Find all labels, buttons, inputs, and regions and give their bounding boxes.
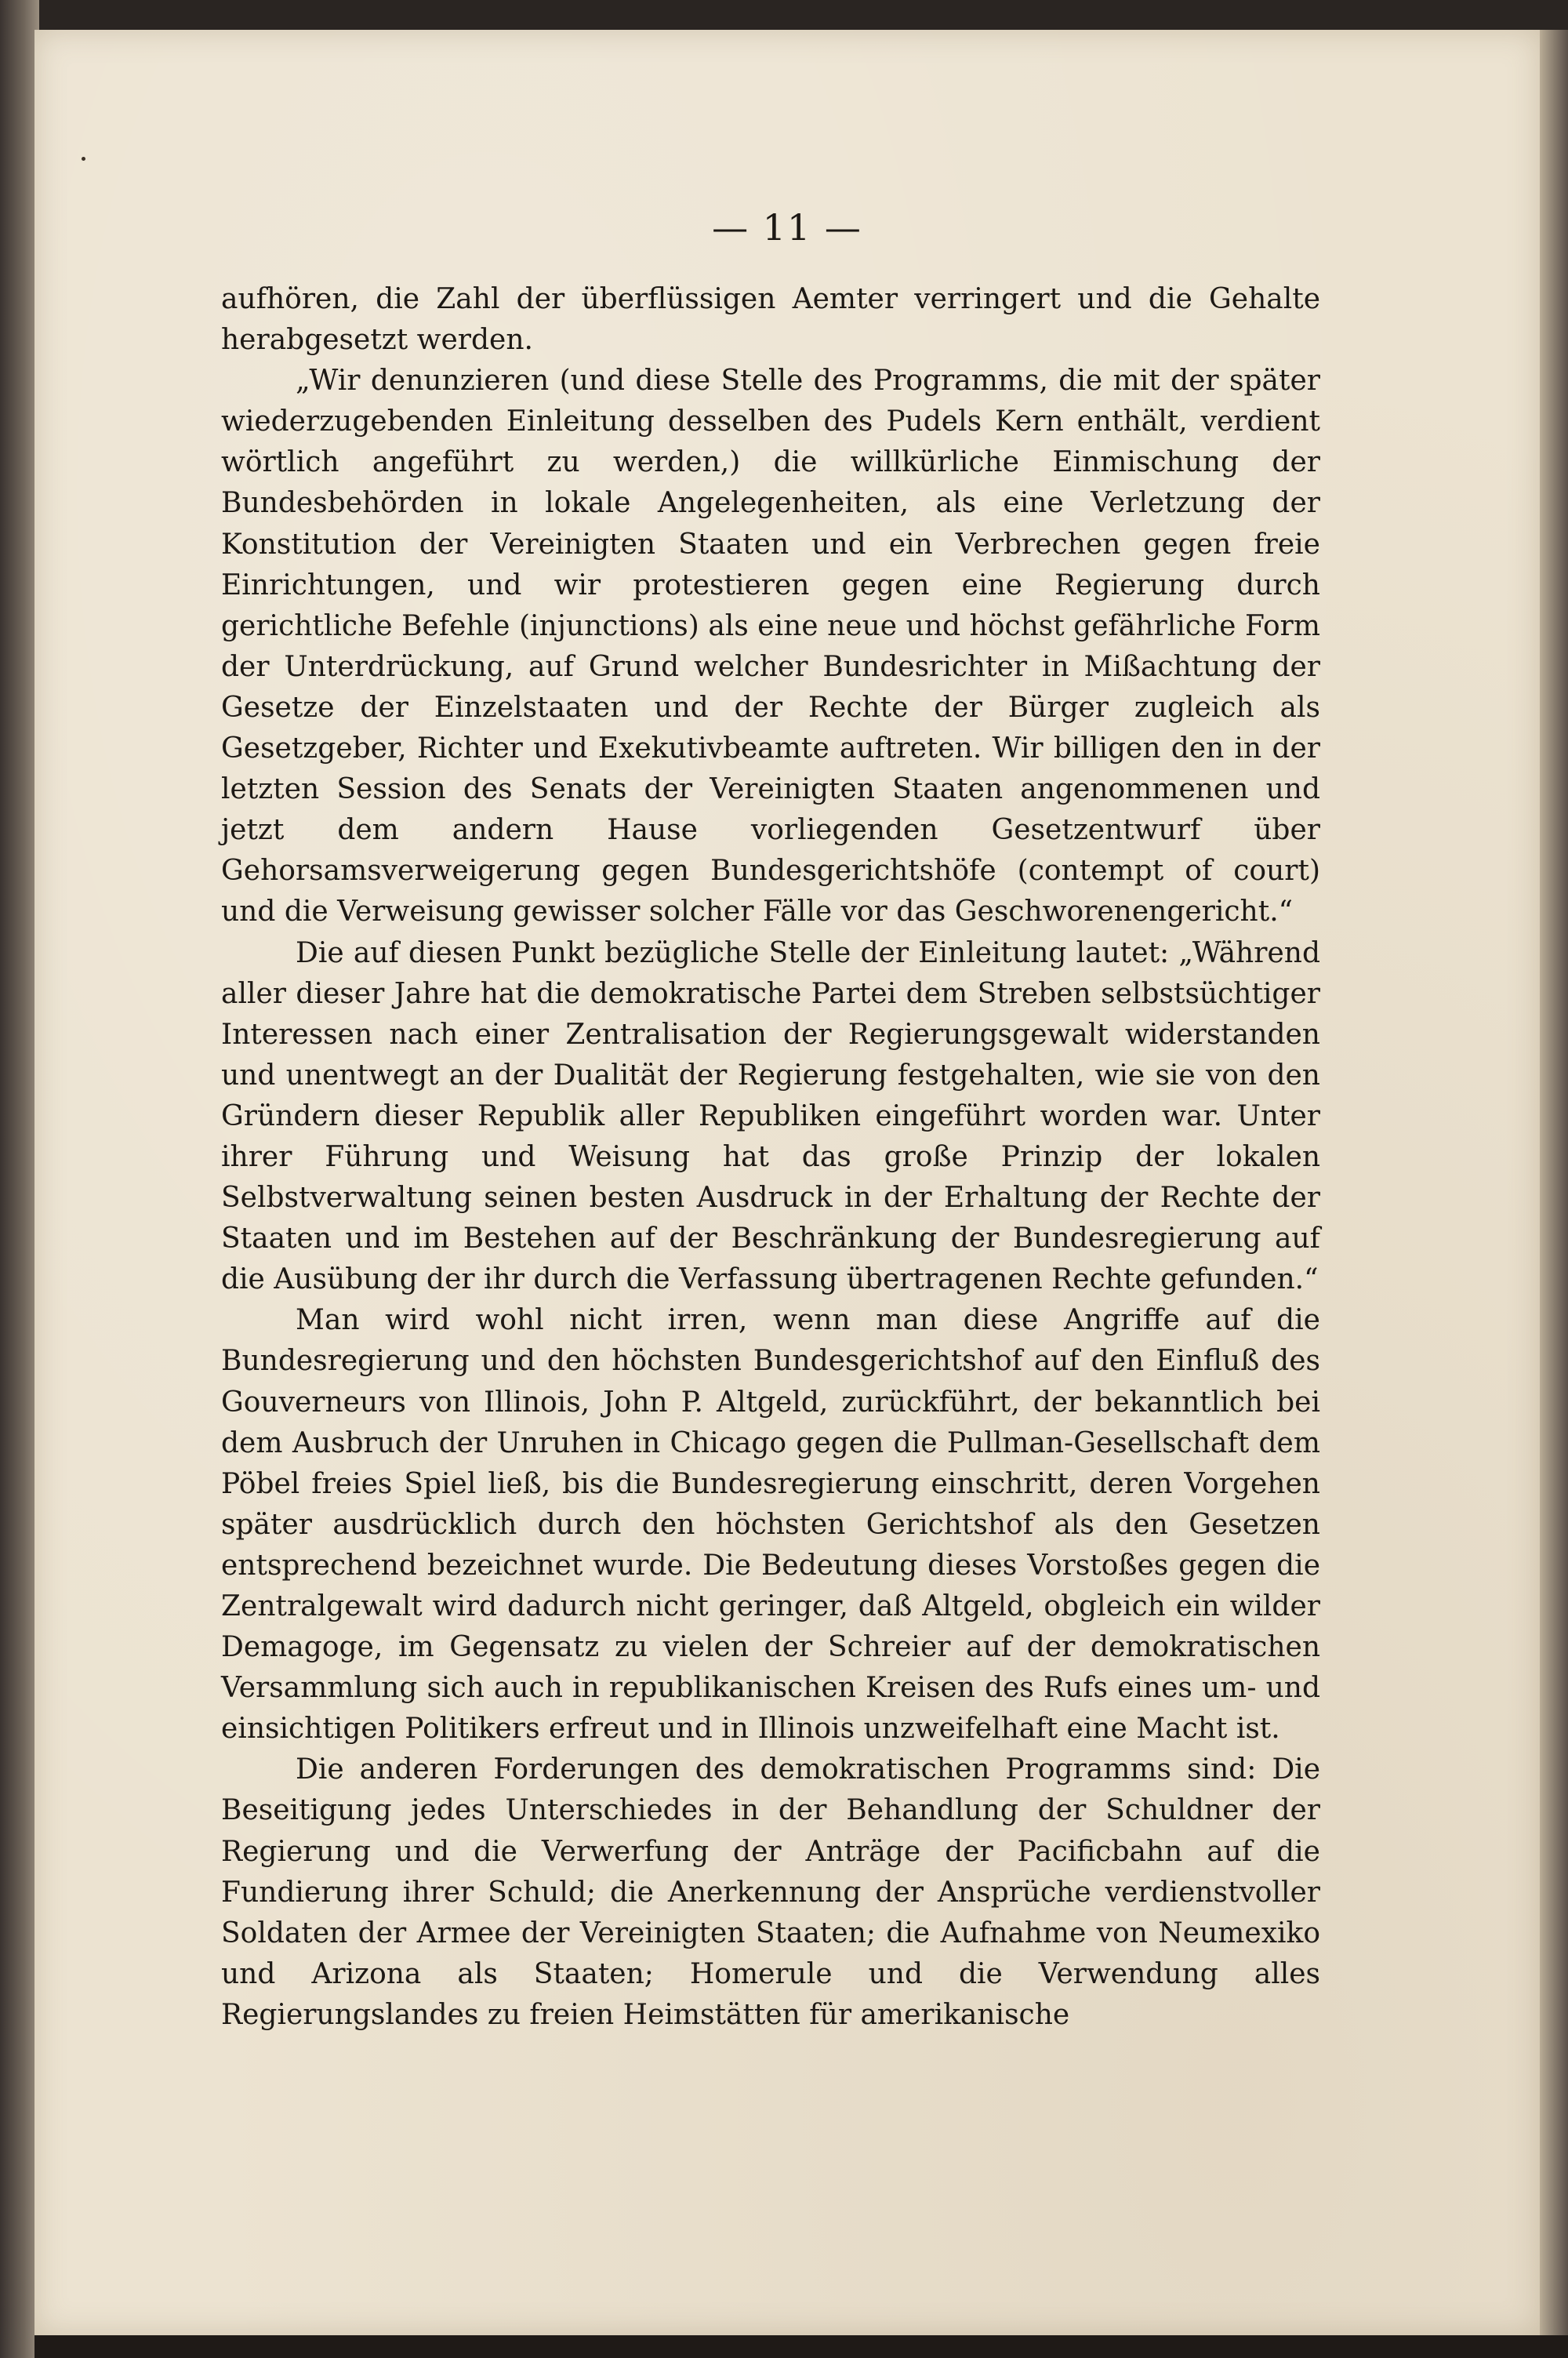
page-edge-right bbox=[1540, 30, 1568, 2335]
page-number: — 11 — bbox=[712, 206, 862, 249]
paragraph-4: Man wird wohl nicht irren, wenn man diese Angriffe auf die Bundesregierung und den höchsten Bundesgerichtshof auf den Einfluß des Gouverneurs von Illinois, John P. Altgeld, zurückführt, der bekanntlich bei dem Ausbruch der Unruhen in Chicago gegen die Pullman-Gesellschaft dem Pöbel freies Spiel ließ, bis die Bundesregierung einschritt, deren Vorgehen später ausdrücklich durch den höchsten Gerichtshof als den Gesetzen entsprechend bezeichnet wurde. Die Bedeutung dieses Vorstoßes gegen die Zentralgewalt wird dadurch nicht geringer, daß Altgeld, obgleich ein wilder Demagoge, im Gegensatz zu vielen der Schreier auf der demokratischen Versammlung sich auch in republikanischen Kreisen des Rufs eines um- und einsichtigen Politikers erfreut und in Illinois unzweifelhaft eine Macht ist. bbox=[221, 1304, 1320, 1746]
paragraph-3: Die auf diesen Punkt bezügliche Stelle der Einleitung lautet: „Während aller dieser Jahre hat die demokratische Partei dem Streben selbstsüchtiger Interessen nach einer Zentralisation der Regierungsgewalt widerstanden und unentwegt an der Dualität der Regierung festgehalten, wie sie von den Gründern dieser Republik aller Republiken eingeführt worden war. Unter ihrer Führung und Weisung hat das große Prinzip der lokalen Selbstverwaltung seinen besten Ausdruck in der Erhaltung der Rechte der Staaten und im Bestehen auf der Beschränkung der Bundesregierung auf die Ausübung der ihr durch die Verfassung übertragenen Rechte gefunden.“ bbox=[221, 936, 1320, 1296]
scan-binding-shadow bbox=[0, 0, 39, 2358]
body-text bbox=[221, 279, 1320, 2036]
paragraph-5: Die anderen Forderungen des demokratischen Programms sind: Die Beseitigung jedes Unterschiedes in der Behandlung der Schuldner der Regierung und die Verwerfung der Anträge der Pacificbahn auf die Fundierung ihrer Schuld; die Anerkennung der Ansprüche verdienstvoller Soldaten der Armee der Vereinigten Staaten; die Aufnahme von Neumexiko und Arizona als Staaten; Homerule und die Verwendung alles Regierungslandes zu freien Heimstätten für amerikanische bbox=[221, 1753, 1320, 2031]
paper-speck bbox=[82, 157, 85, 161]
paragraph-1: aufhören, die Zahl der überflüssigen Aemter verringert und die Gehalte herabgesetzt werden. bbox=[221, 283, 1320, 357]
book-page bbox=[34, 30, 1540, 2335]
page-edge-bottom bbox=[34, 2335, 1568, 2358]
paragraph-2: „Wir denunzieren (und diese Stelle des Programms, die mit der später wiederzugebenden Einleitung desselben des Pudels Kern enthält, verdient wörtlich angeführt zu werden,) die willkürliche Einmischung der Bundesbehörden in lokale Angelegenheiten, als eine Verletzung der Konstitution der Vereinigten Staaten und ein Verbrechen gegen freie Einrichtungen, und wir protestieren gegen eine Regierung durch gerichtliche Befehle (injunctions) als eine neue und höchst gefährliche Form der Unterdrückung, auf Grund welcher Bundesrichter in Mißachtung der Gesetze der Einzelstaaten und der Rechte der Bürger zugleich als Gesetzgeber, Richter und Exekutivbeamte auftreten. Wir billigen den in der letzten Session des Senats der Vereinigten Staaten angenommenen und jetzt dem andern Hause vorliegenden Gesetzentwurf über Gehorsamsverweigerung gegen Bundesgerichtshöfe (contempt of court) und die Verweisung gewisser solcher Fälle vor das Geschworenengericht.“ bbox=[221, 365, 1320, 928]
